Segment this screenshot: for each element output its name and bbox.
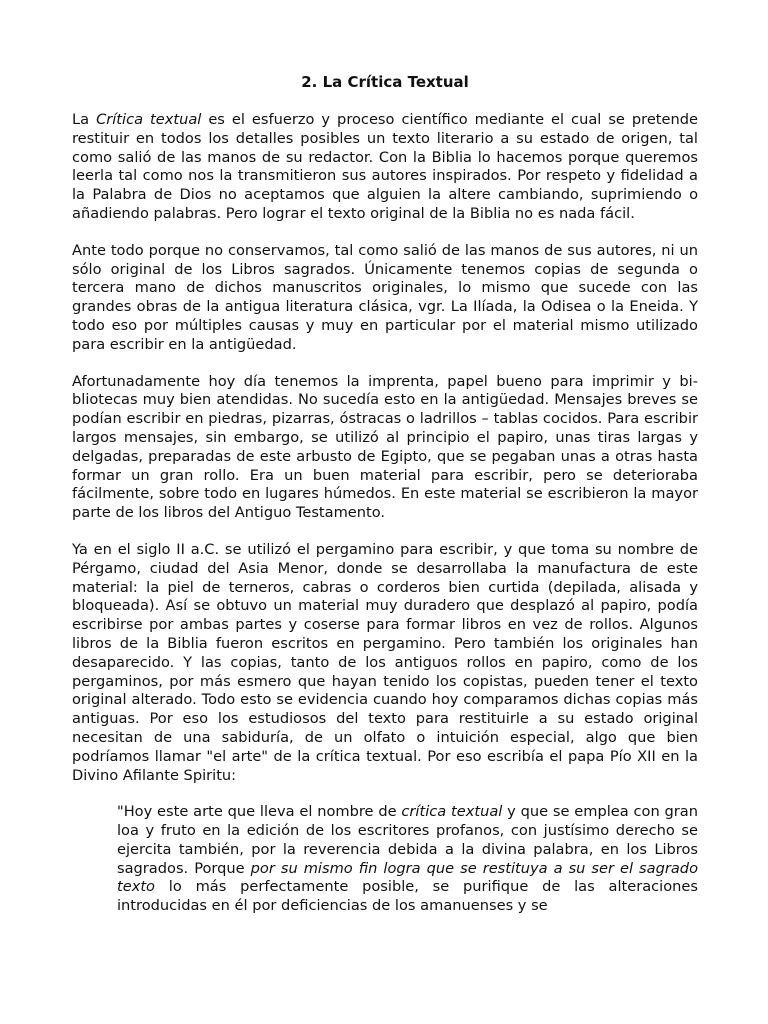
quote-divino-afilante	[117, 803, 698, 916]
section-title: 2. La Crítica Textual	[301, 73, 469, 91]
quote-middle: y que se emplea con gran loa y fruto en la edición de los escritores profanos, con justísimo derecho se ejercita también, por la reverencia debida a la divina palabra, en los Libros sagrados. Porque	[117, 803, 698, 877]
term-critica-textual: Crítica textual	[96, 111, 202, 128]
paragraph-parchment: Ya en el siglo II a.C. se utilizó el pergamino para escribir, y que toma su nombre de Pérgamo, ciudad del Asia Menor, donde se desarrollaba la manufactura de este material: la piel de terneros, cabras o corderos bien curtida (depilada, alisada y bloqueada). Así se obtuvo un material muy duradero que desplazó al papiro, podía escribirse por ambas partes y coserse para formar libros en vez de rollos. Algunos libros de la Biblia fueron escritos en pergamino. Pero también los originales han desaparecido. Y las copias, tanto de los antiguos rollos en papiro, como de los pergaminos, por más esmero que hayan tenido los copistas, pueden tener el texto original alterado. Todo esto se evidencia cuando hoy comparamos dichas copias más antiguas. Por eso los estudiosos del texto para restituirle a su estado original necesitan de una sabiduría, de un olfato o intuición especial, algo que bien podríamos llamar "el arte" de la crítica textual. Por eso escribía el papa Pío XII en la Divino Afilante Spiritu:	[72, 540, 698, 784]
paragraph-definition-start: La	[72, 111, 97, 128]
paragraph-definition	[72, 111, 698, 224]
quote-term-critica-textual: crítica textual	[401, 803, 503, 821]
paragraph-originals: Ante todo porque no conservamos, tal como salió de las manos de sus autores, ni un sólo original de los Libros sagrados. Únicamente tenemos copias de segunda o tercera mano de dichos manuscritos originales, lo mismo que sucede con las grandes obras de la antigua literatura clásica, vgr. La Ilíada, la Odisea o la Eneida. Y todo eso por múltiples causas y muy en particular por el material mismo utilizado para escribir en la antigüedad.	[72, 241, 698, 353]
quote-end: lo más perfectamente posible, se purifique de las alteraciones introducidas en él por deficiencias de los amanuenses y se	[117, 878, 698, 915]
quote-start: "Hoy este arte que lleva el nombre de	[117, 803, 402, 821]
quote-emphasis: por su mismo fin logra que se restituya a su ser el sagrado texto	[117, 859, 698, 896]
paragraph-materials: Afortunadamente hoy día tenemos la imprenta, papel bueno para imprimir y bi-bliotecas muy bien atendidas. No sucedía esto en la antigüedad. Mensajes breves se podían escribir en piedras, pizarras, óstracas o ladrillos – tablas cocidos. Para escribir largos mensajes, sin embargo, se utilizó al principio el papiro, unas tiras largas y delgadas, preparadas de este arbusto de Egipto, que se pegaban unas a otras hasta formar un gran rollo. Era un buen material para escribir, pero se deterioraba fácilmente, sobre todo en lugares húmedos. En este material se escribieron la mayor parte de los libros del Antiguo Testamento.	[72, 372, 698, 522]
document-page	[72, 72, 698, 916]
paragraph-definition-rest: es el esfuerzo y proceso científico mediante el cual se pretende restituir en todos los detalles posibles un texto literario a su estado de origen, tal como salió de las manos de su redactor. Con la Biblia lo hacemos porque queremos leerla tal como nos la transmitieron sus autores inspirados. Por respeto y fidelidad a la Palabra de Dios no aceptamos que alguien la altere cambiando, suprimiendo o añadiendo palabras. Pero lograr el texto original de la Biblia no es nada fácil.	[72, 111, 698, 222]
